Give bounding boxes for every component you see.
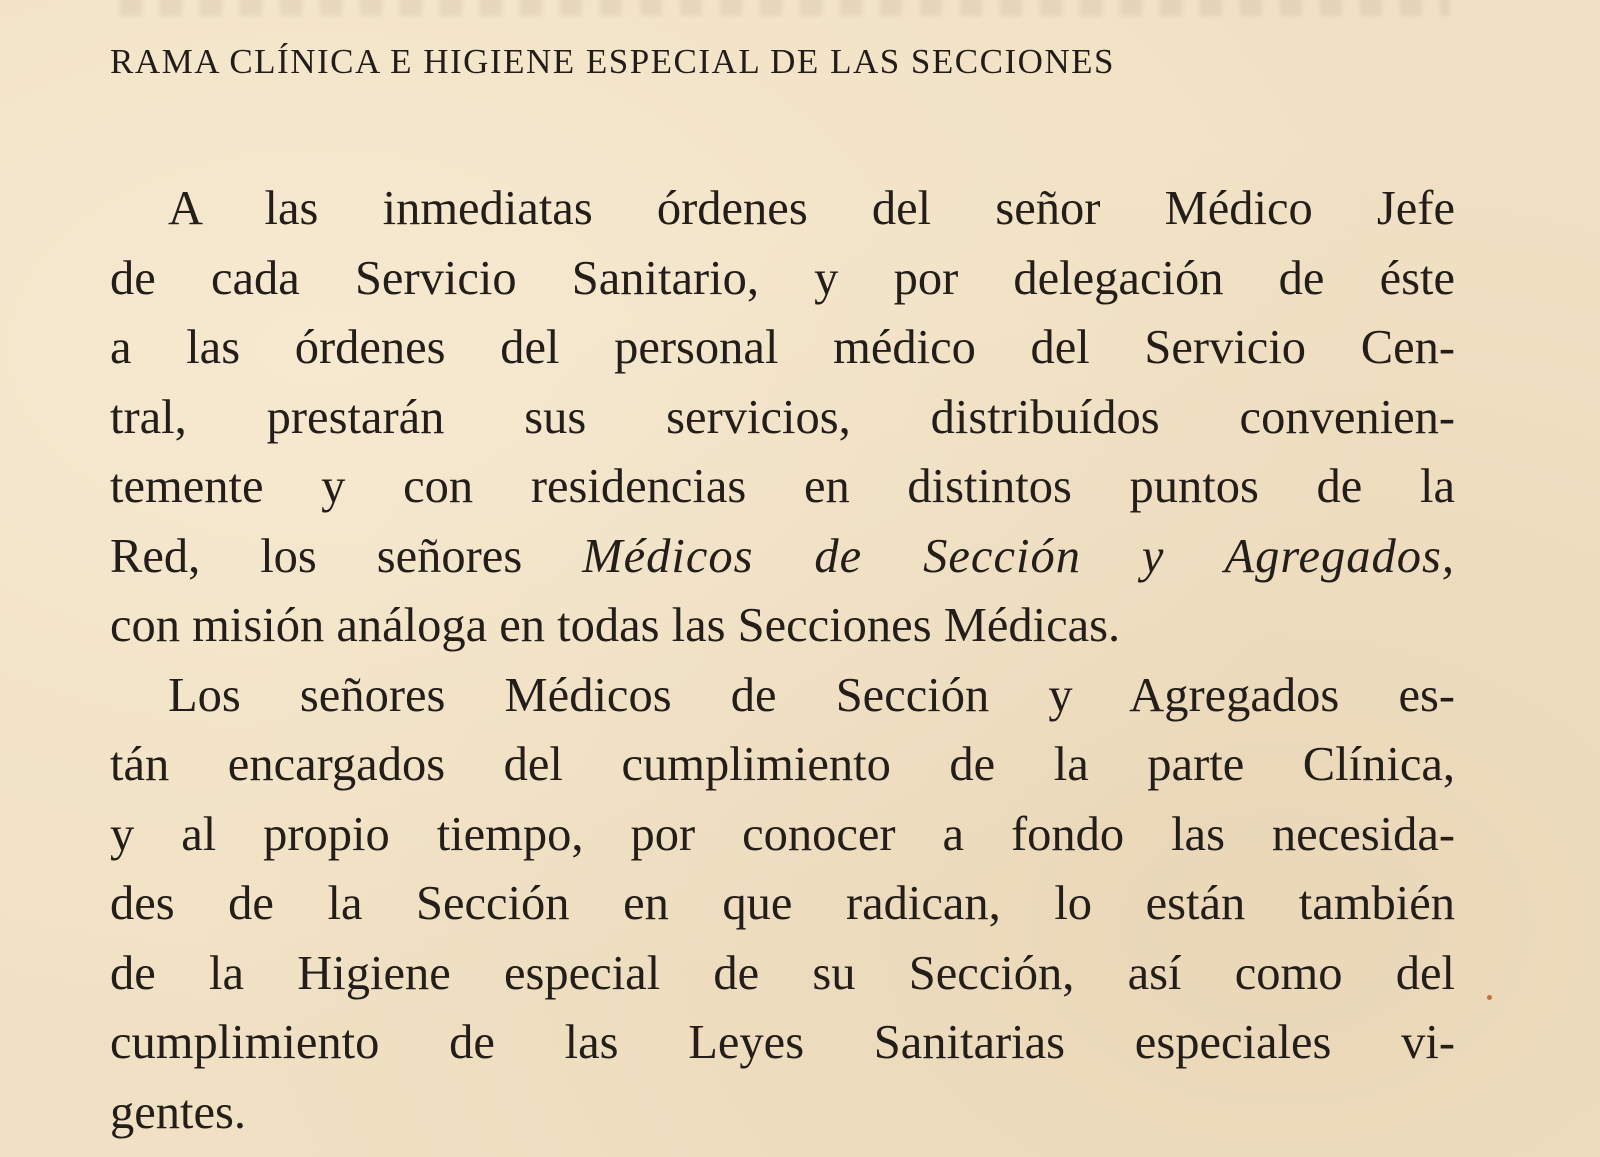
paragraph-2-line-2: tán encargados del cumplimiento de la parte Clínica, (110, 738, 1455, 791)
paragraph-1-line-5: temente y con residencias en distintos puntos de la (110, 460, 1455, 513)
paragraph-1-line-7: con misión análoga en todas las Secciones Médicas. (110, 599, 1121, 652)
paragraph-2-line-4: des de la Sección en que radican, lo están también (110, 877, 1455, 930)
italic-phrase: Médicos de Sección y Agregados, (582, 529, 1455, 583)
running-head: RAMA CLÍNICA E HIGIENE ESPECIAL DE LAS SECCIONES (110, 42, 1116, 81)
paragraph-1-line-6 (110, 522, 1455, 592)
paragraph-2-line-3: y al propio tiempo, por conocer a fondo las necesida- (110, 807, 1455, 861)
paragraph-1-line-3: a las órdenes del personal médico del Servicio Cen- (110, 321, 1455, 374)
paragraph-2-line-7: gentes. (110, 1085, 247, 1139)
paragraph-1-line-1: A las inmediatas órdenes del señor Médico Jefe (168, 182, 1455, 235)
body-text (110, 174, 1455, 1147)
bleed-through-text (120, 0, 1450, 16)
paragraph-2-line-1: Los señores Médicos de Sección y Agregados es- (168, 668, 1455, 722)
paragraph-1-line-4: tral, prestarán sus servicios, distribuídos convenien- (110, 390, 1455, 444)
paper-speck (1487, 995, 1492, 1000)
paragraph-2-line-5: de la Higiene especial de su Sección, así como del (110, 946, 1455, 1000)
paragraph-1-line-2: de cada Servicio Sanitario, y por delegación de éste (110, 251, 1455, 305)
paragraph-2-line-6: cumplimiento de las Leyes Sanitarias especiales vi- (110, 1016, 1455, 1069)
line-6-roman-text: Red, los señores (110, 529, 583, 583)
